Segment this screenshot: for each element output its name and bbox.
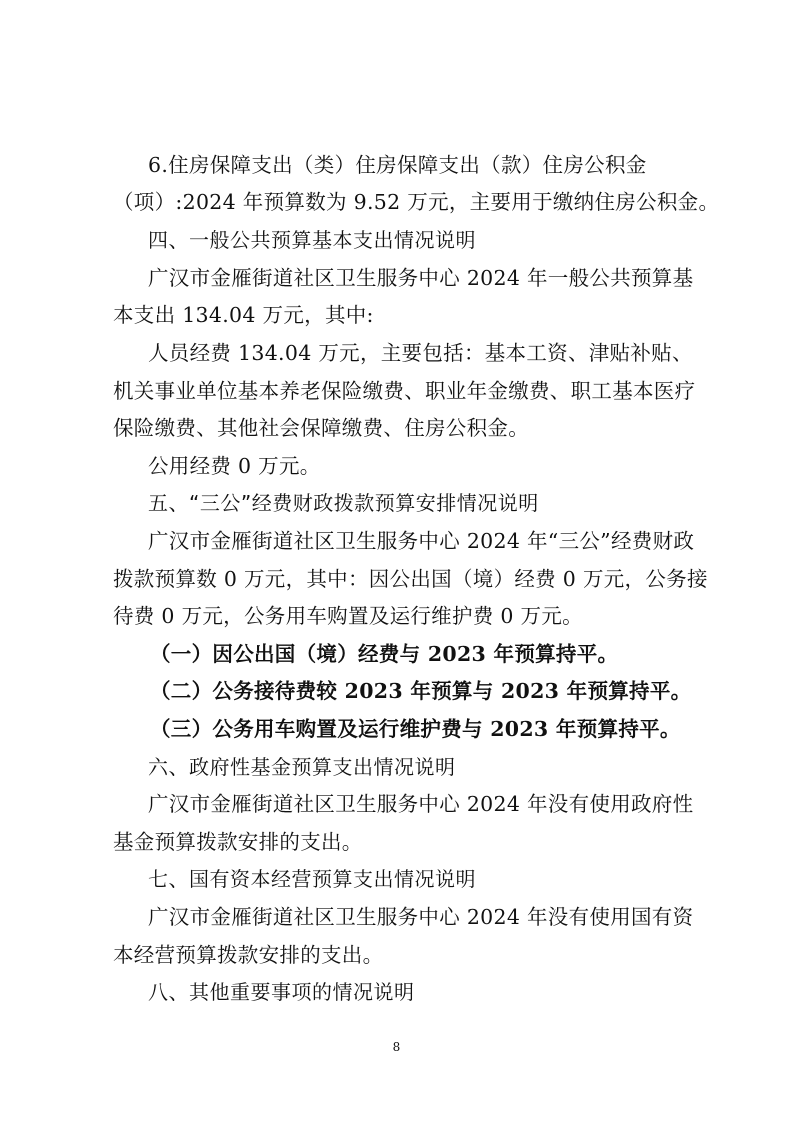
bold-subheading: （三）公务用车购置及运行维护费与 2023 年预算持平。 <box>150 717 681 741</box>
paragraph-line: 人员经费 134.04 万元，主要包括：基本工资、津贴补贴、 <box>148 341 693 365</box>
section-heading: 八、其他重要事项的情况说明 <box>148 980 415 1004</box>
bold-subheading: （二）公务接待费较 2023 年预算与 2023 年预算持平。 <box>150 679 692 703</box>
paragraph-line: 本经营预算拨款安排的支出。 <box>113 943 384 967</box>
page-number: 8 <box>392 1040 401 1054</box>
paragraph-line: 基金预算拨款安排的支出。 <box>113 830 363 854</box>
paragraph-line: 保险缴费、其他社会保障缴费、住房公积金。 <box>113 416 529 440</box>
section-heading: 五、“三公”经费财政拨款预算安排情况说明 <box>148 491 539 515</box>
bold-subheading: （一）因公出国（境）经费与 2023 年预算持平。 <box>150 642 619 666</box>
paragraph-line: 广汉市金雁街道社区卫生服务中心 2024 年没有使用政府性 <box>148 792 694 816</box>
section-heading: 七、国有资本经营预算支出情况说明 <box>148 867 476 891</box>
paragraph-line: 本支出 134.04 万元，其中: <box>113 303 374 327</box>
paragraph-line: 待费 0 万元，公务用车购置及运行维护费 0 万元。 <box>113 604 583 628</box>
paragraph-line: （项）:2024 年预算数为 9.52 万元，主要用于缴纳住房公积金。 <box>113 190 720 214</box>
paragraph-line: 广汉市金雁街道社区卫生服务中心 2024 年没有使用国有资 <box>148 905 694 929</box>
section-heading: 四、一般公共预算基本支出情况说明 <box>148 228 476 252</box>
section-heading: 六、政府性基金预算支出情况说明 <box>148 755 456 779</box>
paragraph-line: 拨款预算数 0 万元，其中：因公出国（境）经费 0 万元，公务接 <box>113 567 708 591</box>
paragraph-line: 广汉市金雁街道社区卫生服务中心 2024 年一般公共预算基 <box>148 266 694 290</box>
paragraph-line: 机关事业单位基本养老保险缴费、职业年金缴费、职工基本医疗 <box>113 379 696 403</box>
paragraph-line: 广汉市金雁街道社区卫生服务中心 2024 年“三公”经费财政 <box>148 529 695 553</box>
paragraph-line: 6.住房保障支出（类）住房保障支出（款）住房公积金 <box>148 153 647 177</box>
paragraph-line: 公用经费 0 万元。 <box>148 454 321 478</box>
